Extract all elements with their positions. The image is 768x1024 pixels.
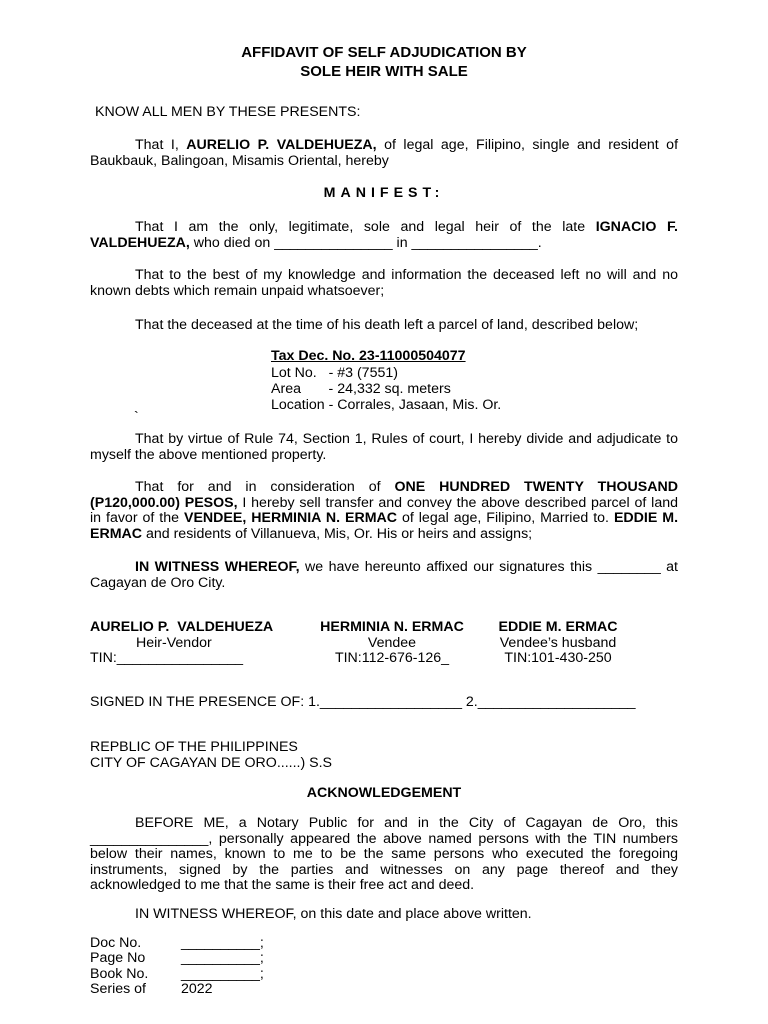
sale-text-mid2: of legal age, Filipino, Married to. (397, 510, 614, 527)
notary-witness-line: IN WITNESS WHEREOF, on this date and place above written. (135, 906, 532, 922)
acknowledgement-body: BEFORE ME, a Notary Public for and in the City of Cagayan de Oro, this _______________, personally appeared the above named persons with the TIN numbers below their names, known to me to be the same persons who executed the foregoing instruments, signed by the parties and witnesses on any page thereof and they acknowledged to me that the same is their free act and deed. (90, 815, 678, 894)
sale-text-mid: I hereby sell transfer and convey the above described parcel of land in favor of the (90, 494, 678, 527)
page-no-label: Page No (90, 950, 146, 966)
signatory-role: Vendee (367, 634, 417, 651)
property-area: Area - 24,332 sq. meters (271, 381, 451, 397)
land-paragraph: That the deceased at the time of his death left a parcel of land, described below; (135, 317, 639, 333)
signatory-name: HERMINIA N. ERMAC (320, 619, 464, 635)
doc-no-value: __________; (181, 935, 264, 951)
intro-text-rest: of legal age, Filipino, single and resident of Baukbauk, Balingoan, Misamis Oriental, hereby (90, 137, 679, 169)
signatory-heir (90, 620, 273, 667)
opening-line: KNOW ALL MEN BY THESE PRESENTS: (95, 104, 361, 120)
book-no-label: Book No. (90, 966, 149, 982)
manifest-heading: MANIFEST: (323, 185, 445, 201)
venue-city: CITY OF CAGAYAN DE ORO......) S.S (90, 755, 333, 771)
signatory-role: Heir-Vendor (136, 634, 212, 651)
signatory-husband (497, 620, 619, 667)
vendee-name: VENDEE, HERMINIA N. ERMAC (184, 510, 398, 527)
sale-text-rest: and residents of Villanueva, Mis, Or. His or heirs and assigns; (142, 525, 533, 542)
sole-heir-text-rest: who died on _______________ in ________________. (189, 234, 542, 251)
witness-text: we have hereunto affixed our signatures this ________ at Cagayan de Oro City. (90, 559, 678, 591)
affiant-name: AURELIO P. VALDEHUEZA, (186, 137, 377, 153)
sale-paragraph (90, 480, 678, 542)
document-title-line-2: SOLE HEIR WITH SALE (300, 63, 468, 80)
witness-paragraph (90, 560, 678, 591)
series-value: 2022 (181, 981, 213, 997)
acknowledgement-heading: ACKNOWLEDGEMENT (306, 785, 462, 801)
tax-declaration: Tax Dec. No. 23-11000504077 (271, 348, 466, 364)
signatory-name: EDDIE M. ERMAC (498, 619, 618, 635)
lot-number: Lot No. - #3 (7551) (271, 365, 398, 381)
property-location: Location - Corrales, Jasaan, Mis. Or. (271, 397, 502, 413)
stray-mark: ` (134, 409, 139, 425)
intro-paragraph (90, 138, 678, 169)
signatory-tin: TIN:112-676-126_ (334, 650, 450, 667)
doc-no-label: Doc No. (90, 935, 142, 951)
presence-line: SIGNED IN THE PRESENCE OF: 1.__________________ 2.____________________ (90, 694, 636, 710)
signatory-vendee (316, 620, 468, 667)
page-no-value: __________; (181, 950, 264, 966)
sole-heir-text: That I am the only, legitimate, sole and legal heir of the late (135, 219, 596, 235)
no-will-paragraph: That to the best of my knowledge and information the deceased left no will and no known debts which remain unpaid whatsoever; (90, 267, 678, 299)
sale-text: That for and in consideration of (135, 479, 395, 495)
book-no-value: __________; (181, 966, 264, 982)
sole-heir-paragraph (90, 220, 678, 251)
witness-whereof: IN WITNESS WHEREOF, (135, 559, 300, 575)
document-title-line-1: AFFIDAVIT OF SELF ADJUDICATION BY (241, 44, 527, 61)
intro-text: That I, (135, 137, 187, 153)
decedent-name: IGNACIO F. VALDEHUEZA, (90, 219, 678, 251)
husband-name: EDDIE M. ERMAC (90, 510, 679, 542)
signatory-name: AURELIO P. VALDEHUEZA (90, 619, 274, 635)
rule-74-paragraph: That by virtue of Rule 74, Section 1, Rules of court, I hereby divide and adjudicate to myself the above mentioned property. (90, 431, 678, 463)
signatory-role: Vendee’s husband (499, 634, 617, 651)
series-label: Series of (90, 981, 146, 997)
venue-republic: REPBLIC OF THE PHILIPPINES (90, 739, 298, 755)
signatory-tin: TIN:________________ (90, 650, 244, 667)
sale-amount: ONE HUNDRED TWENTY THOUSAND (P120,000.00) PESOS, (90, 479, 678, 511)
signatory-tin: TIN:101-430-250 (504, 650, 612, 667)
